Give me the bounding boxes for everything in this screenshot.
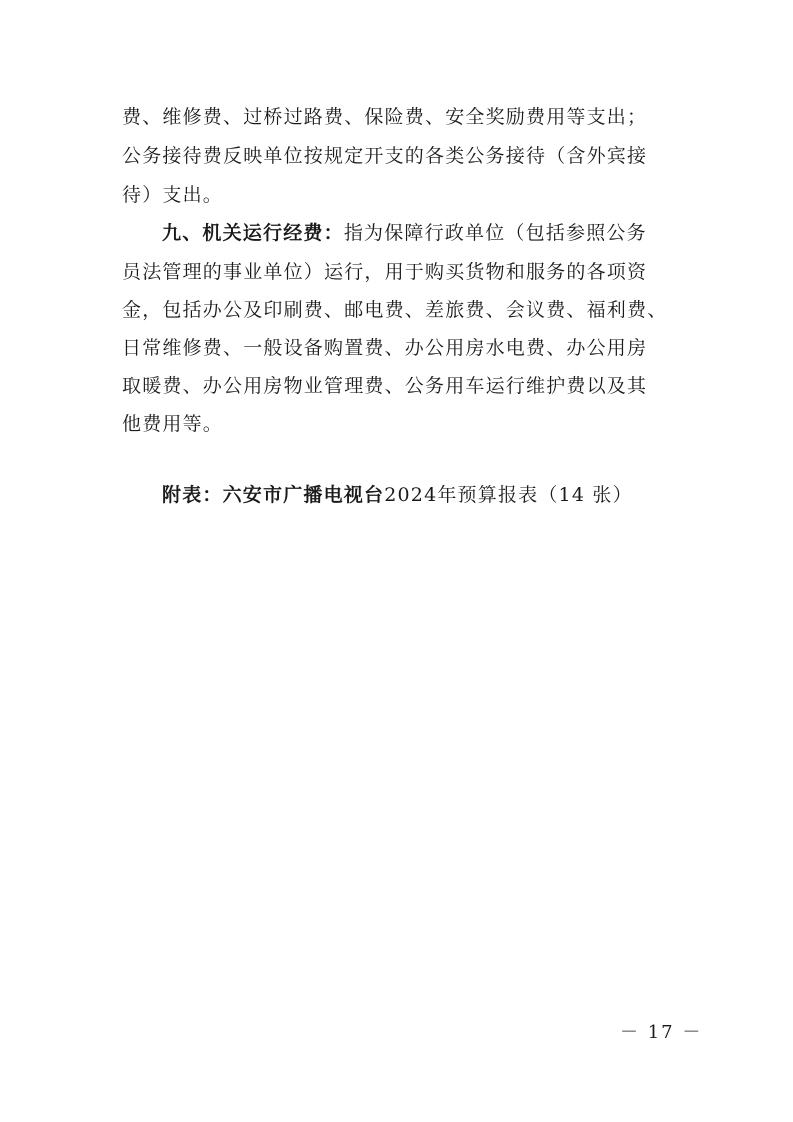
paragraph-9-line-5: 取暖费、办公用房物业管理费、公务用车运行维护费以及其 [122, 375, 648, 397]
paragraph-9-line-6: 他费用等。 [122, 413, 224, 435]
paragraph-9-line-3: 金，包括办公及印刷费、邮电费、差旅费、会议费、福利费、 [122, 299, 668, 321]
page-number: － 17 － [620, 1022, 703, 1043]
paragraph-8-line-2: 公务接待费反映单位按规定开支的各类公务接待（含外宾接 [122, 145, 648, 167]
attachment-line [162, 486, 633, 505]
paragraph-9-line-4: 日常维修费、一般设备购置费、办公用房水电费、办公用房 [122, 337, 648, 359]
attachment-suffix: 年预算报表（14 张） [437, 484, 633, 506]
attachment-year: 2024 [384, 484, 438, 506]
attachment-label: 附表：六安市广播电视台 [162, 484, 385, 506]
paragraph-8-line-1: 费、维修费、过桥过路费、保险费、安全奖励费用等支出； [122, 106, 648, 128]
paragraph-9-heading: 九、机关运行经费： [162, 222, 344, 244]
paragraph-9-first-line-text: 指为保障行政单位（包括参照公务 [343, 222, 647, 244]
paragraph-8-line-3: 待）支出。 [122, 184, 224, 206]
paragraph-9-line-2: 员法管理的事业单位）运行，用于购买货物和服务的各项资 [122, 261, 648, 283]
paragraph-9-first-line [162, 224, 647, 243]
